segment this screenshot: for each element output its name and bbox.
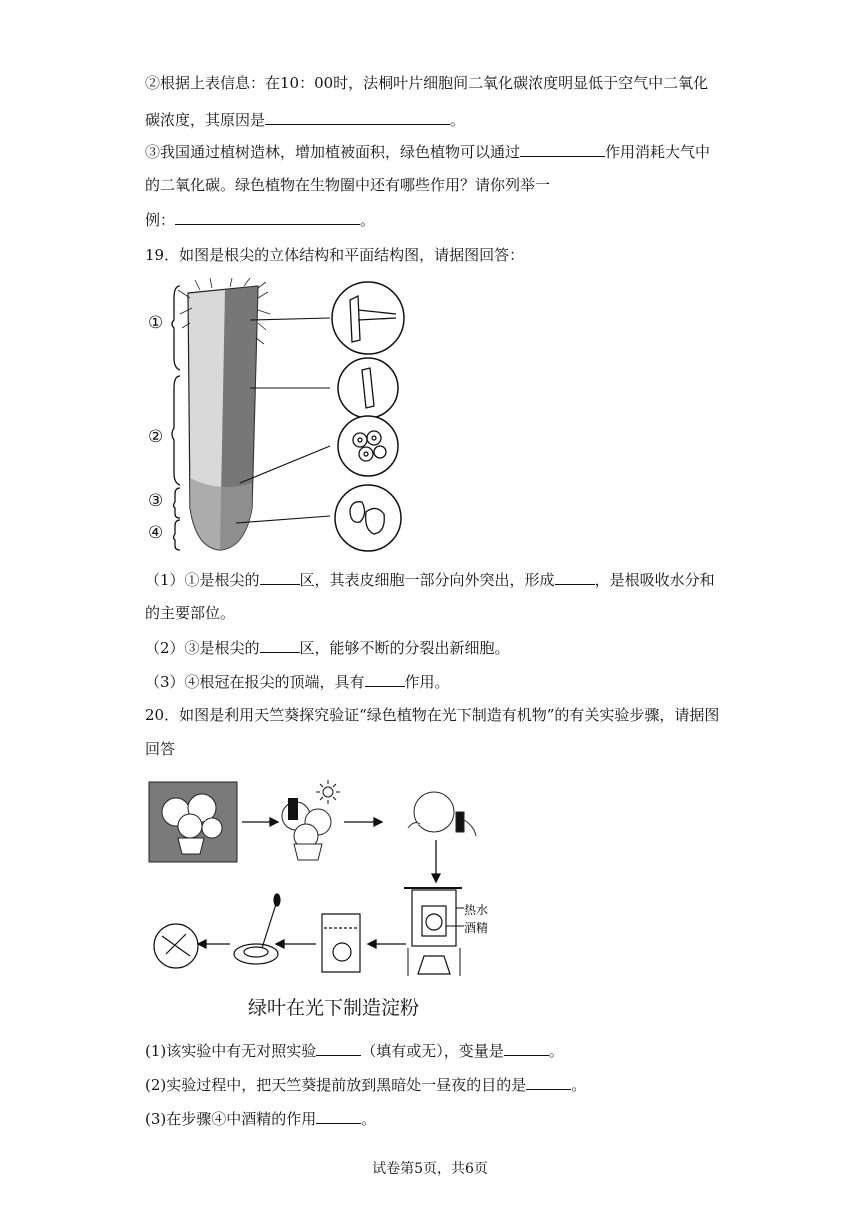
q20-title-line2: 回答	[145, 740, 176, 758]
answer-blank[interactable]	[365, 671, 405, 687]
brace-4	[174, 520, 181, 550]
q19-sub1-line1: （1）①是根尖的 区，其表皮细胞一部分向外突出，形成 ，是根吸收水分和	[145, 571, 715, 589]
brace-2	[172, 376, 180, 485]
q20-sub2: (2)实验过程中，把天竺葵提前放到黑暗处一昼夜的目的是 。	[145, 1076, 587, 1094]
page-footer: 试卷第5页，共6页	[372, 1161, 488, 1177]
zone-label-1: ①	[148, 313, 164, 333]
answer-blank[interactable]	[175, 209, 360, 225]
q20-sub1: (1)该实验中有无对照实验 （填有或无），变量是 。	[145, 1042, 564, 1060]
answer-blank[interactable]	[504, 1040, 549, 1056]
zone-label-2: ②	[148, 427, 164, 447]
q20-sub3: (3)在步骤④中酒精的作用 。	[145, 1110, 377, 1128]
brace-3	[174, 488, 181, 518]
answer-blank[interactable]	[316, 1108, 361, 1124]
q18-item3-line3: 例： 。	[145, 211, 376, 229]
root-tip-figure	[140, 278, 440, 558]
answer-blank[interactable]	[520, 141, 605, 157]
answer-blank[interactable]	[555, 569, 595, 585]
magnified-root-cap-cells	[335, 485, 401, 551]
q19-title: 19．如图是根尖的立体结构和平面结构图，请据图回答：	[145, 246, 525, 264]
alcohol-label: 酒精	[464, 921, 489, 935]
q19-sub3: （3）④根冠在报尖的顶端，具有 作用。	[145, 673, 450, 691]
hot-water-label: 热水	[464, 903, 489, 917]
q19-sub2: （2）③是根尖的 区，能够不断的分裂出新细胞。	[145, 639, 510, 657]
answer-blank[interactable]	[316, 1040, 361, 1056]
answer-blank[interactable]	[260, 637, 300, 653]
q20-title-line1: 20．如图是利用天竺葵探究验证“绿色植物在光下制造有机物”的有关实验步骤，请据图	[145, 706, 720, 724]
q18-item2-line2: 碳浓度，其原因是 。	[145, 111, 466, 129]
experiment-steps-figure	[146, 776, 506, 996]
magnified-meristem-cells	[338, 416, 398, 476]
q18-item3-line1: ③我国通过植树造林，增加植被面积，绿色植物可以通过 作用消耗大气中	[145, 143, 711, 161]
figure-caption: 绿叶在光下制造淀粉	[248, 997, 420, 1019]
answer-blank[interactable]	[260, 569, 300, 585]
answer-blank[interactable]	[526, 1074, 571, 1090]
q18-item2-line1: ②根据上表信息：在10：00时，法桐叶片细胞间二氧化碳浓度明显低于空气中二氧化	[145, 74, 709, 92]
brace-1	[172, 286, 180, 370]
q19-sub1-line2: 的主要部位。	[145, 604, 236, 622]
answer-blank[interactable]	[265, 109, 450, 125]
sun-icon	[316, 780, 340, 804]
magnified-elongation-cell	[338, 358, 398, 418]
zone-label-4: ④	[148, 523, 164, 543]
q18-item3-line2: 的二氧化碳。绿色植物在生物圈中还有哪些作用？请你列举一	[145, 176, 551, 194]
zone-label-3: ③	[148, 491, 164, 511]
